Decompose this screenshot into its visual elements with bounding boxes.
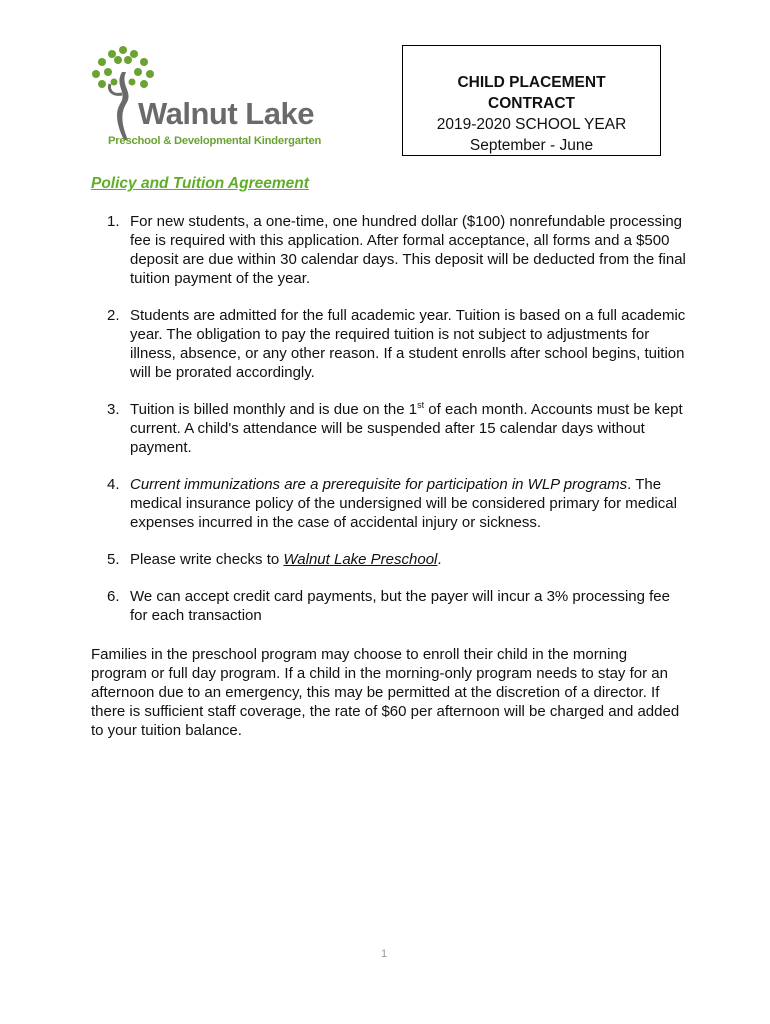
logo-tagline: Preschool & Developmental Kindergarten [108,135,322,147]
section-title: Policy and Tuition Agreement [91,175,309,192]
list-item: 6. We can accept credit card payments, but the payer will incur a 3% processing fee for each transaction [107,588,670,624]
item-text: Students are admitted for the full academic year. Tuition is based on a full academic year. The obligation to pay the required tuition is not subject to adjustments for illness, absence, or any other reason. If a student enrolls after school begins, tuition will be prorated accordingly. [130,307,686,381]
title-line-4: September - June [469,137,594,154]
policy-list [90,212,690,643]
payee-name: Walnut Lake Preschool [283,551,438,568]
list-item: 4. Current immunizations are a prerequisite for participation in WLP programs. The medical insurance policy of the undersigned will be considered primary for medical expenses incurred in the case of accidental injury or sickness. [107,476,677,531]
ordinal-suffix: st [417,400,425,410]
title-line-2: CONTRACT [488,95,575,112]
item-text: Tuition is billed monthly and is due on the 1 [130,401,418,418]
title-line-1: CHILD PLACEMENT [457,74,606,91]
item-text: Please write checks to [130,551,284,568]
logo [88,44,328,156]
item-text: . The medical insurance policy of the undersigned will be considered primary for medical expenses incurred in the case of accidental injury or sickness. [130,476,677,531]
item-text: For new students, a one-time, one hundred dollar ($100) nonrefundable processing fee is required with this application. After formal acceptance, all forms and a $500 deposit are due within 30 calendar days. This deposit will be deducted from the final tuition payment of the year. [130,213,686,287]
list-item: 5. Please write checks to Walnut Lake Preschool. [107,551,442,568]
list-item: 2. Students are admitted for the full academic year. Tuition is based on a full academic year. The obligation to pay the required tuition is not subject to adjustments for illness, absence, or any other reason. If a student enrolls after school begins, tuition will be prorated accordingly. [107,307,686,381]
item-text: We can accept credit card payments, but the payer will incur a 3% processing fee for each transaction [130,588,670,624]
list-item: 1. For new students, a one-time, one hundred dollar ($100) nonrefundable processing fee is required with this application. After formal acceptance, all forms and a $500 deposit are due within 30 calendar days. This deposit will be deducted from the final tuition payment of the year. [107,213,686,287]
logo-name: Walnut Lake [138,96,314,131]
item-text-cont: of each month. Accounts must be kept current. A child's attendance will be suspended after 15 calendar days without payment. [130,401,683,456]
enrollment-paragraph: Families in the preschool program may choose to enroll their child in the morning program or full day program. If a child in the morning-only program needs to stay for an afternoon due to an emergency, this may be permitted at the discretion of a director. If there is sufficient staff coverage, the rate of $60 per afternoon will be charged and added to your tuition balance. [91,646,680,739]
list-item: 3. Tuition is billed monthly and is due on the 1st of each month. Accounts must be kept current. A child's attendance will be suspended after 15 calendar days without payment. [107,400,683,456]
immunization-emphasis: Current immunizations are a prerequisite for participation in WLP programs [130,476,628,493]
title-line-3: 2019-2020 SCHOOL YEAR [436,116,627,133]
page-number: 1 [381,948,388,960]
contract-title-box [402,45,661,156]
